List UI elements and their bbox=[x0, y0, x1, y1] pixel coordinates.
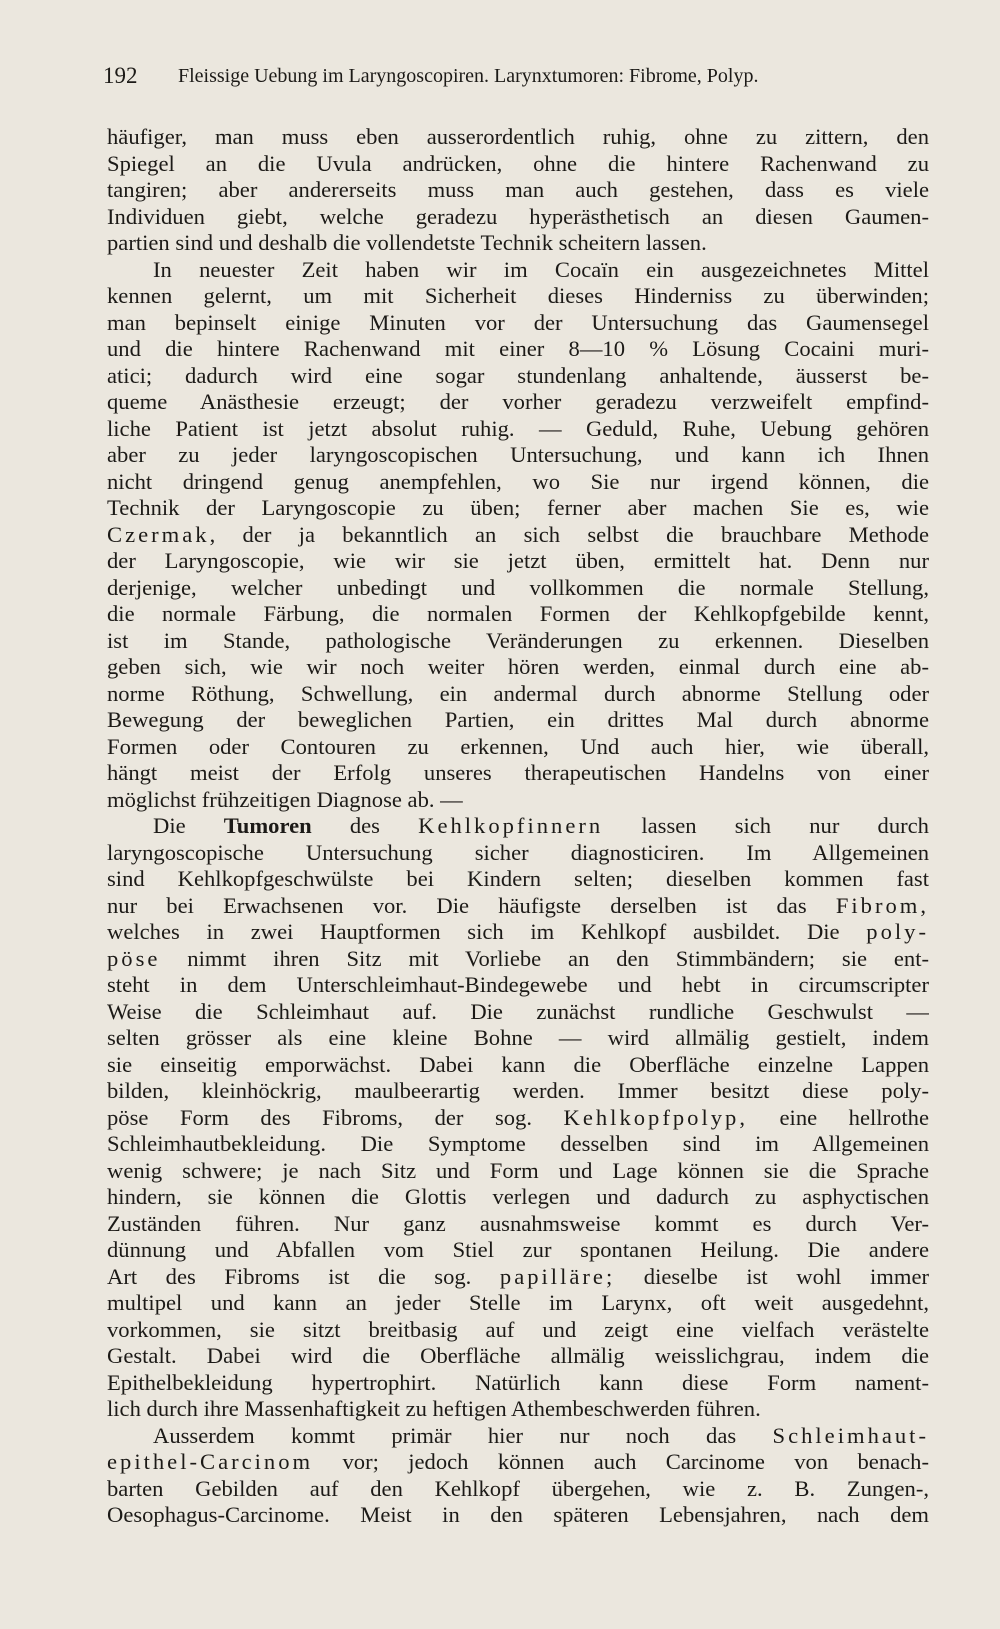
spaced-term: Fibrom, bbox=[835, 892, 929, 918]
text-segment: des bbox=[349, 813, 380, 838]
text-line: partien sind und deshalb die vollendetste Technik scheitern lassen. bbox=[107, 230, 707, 255]
text-line: häufiger, man muss eben ausserordentlich ruhig, ohne zu zittern, den bbox=[107, 124, 929, 149]
text-line: derjenige, welcher unbedingt und vollkommen die normale Stellung, bbox=[107, 574, 929, 600]
text-segment: pöse Form des Fibroms, der sog. bbox=[107, 1104, 532, 1130]
text-line: barten Gebilden auf den Kehlkopf übergehen, wie z. B. Zungen-, bbox=[107, 1475, 929, 1501]
text-line: dünnung und Abfallen vom Stiel zur spontanen Heilung. Die andere bbox=[107, 1237, 929, 1262]
text-line bbox=[107, 893, 929, 920]
spaced-term: epithel-Carcinom bbox=[107, 1449, 314, 1474]
text-segment: , der ja bekanntlich an sich selbst die brauchbare Methode bbox=[209, 521, 929, 547]
text-segment: Ausserdem kommt primär hier nur noch das bbox=[153, 1422, 737, 1448]
text-line bbox=[107, 1423, 929, 1450]
text-segment: lassen sich nur durch bbox=[641, 813, 929, 838]
text-line: der Laryngoscopie, wie wir sie jetzt üben, ermittelt hat. Denn nur bbox=[107, 548, 929, 573]
text-line: man bepinselt einige Minuten vor der Untersuchung das Gaumensegel bbox=[107, 309, 929, 335]
text-line bbox=[107, 1264, 929, 1291]
paragraph-4 bbox=[107, 1423, 929, 1529]
text-line: Zuständen führen. Nur ganz ausnahmsweise kommt es durch Ver- bbox=[107, 1210, 929, 1236]
text-line: aber zu jeder laryngoscopischen Untersuchung, und kann ich Ihnen bbox=[107, 442, 929, 467]
text-segment: welches in zwei Hauptformen sich im Kehlkopf ausbildet. Die bbox=[107, 919, 840, 944]
text-line: Epithelbekleidung hypertrophirt. Natürlich kann diese Form nament- bbox=[107, 1369, 929, 1395]
text-segment: Art des Fibroms ist die sog. bbox=[107, 1263, 472, 1289]
text-line: hängt meist der Erfolg unseres therapeutischen Handelns von einer bbox=[107, 760, 929, 785]
text-line: Gestalt. Dabei wird die Oberfläche allmälig weisslichgrau, indem die bbox=[107, 1343, 929, 1368]
spaced-term: Kehlkopfinnern bbox=[418, 813, 604, 838]
text-line: möglichst frühzeitigen Diagnose ab. — bbox=[107, 786, 463, 812]
text-line bbox=[107, 522, 929, 549]
text-line: nicht dringend genug anempfehlen, wo Sie nur irgend können, die bbox=[107, 468, 929, 494]
text-line: liche Patient ist jetzt absolut ruhig. — Geduld, Ruhe, Uebung gehören bbox=[107, 415, 929, 441]
text-line bbox=[107, 946, 929, 973]
text-line: lich durch ihre Massenhaftigkeit zu heftigen Athembeschwerden führen. bbox=[107, 1396, 761, 1421]
spaced-term: papilläre; bbox=[499, 1263, 616, 1289]
text-line: vorkommen, sie sitzt breitbasig auf und zeigt eine vielfach verästelte bbox=[107, 1316, 929, 1342]
running-title: Fleissige Uebung im Laryngoscopiren. Larynxtumoren: Fibrome, Polyp. bbox=[178, 65, 759, 87]
text-line: tangiren; aber andererseits muss man auch gestehen, dass es viele bbox=[107, 177, 929, 202]
text-line: Technik der Laryngoscopie zu üben; ferner aber machen Sie es, wie bbox=[107, 495, 929, 520]
paragraph-3 bbox=[107, 813, 929, 1423]
spaced-term: pöse bbox=[107, 945, 161, 971]
text-line: Bewegung der beweglichen Partien, ein drittes Mal durch abnorme bbox=[107, 707, 929, 732]
body-text bbox=[107, 124, 929, 1529]
text-segment: vor; jedoch können auch Carcinome von benach- bbox=[342, 1449, 929, 1474]
text-line: laryngoscopische Untersuchung sicher diagnosticiren. Im Allgemeinen bbox=[107, 839, 929, 865]
text-segment: Die bbox=[153, 813, 186, 838]
text-segment: nur bei Erwachsenen vor. Die häufigste derselben ist das bbox=[107, 892, 807, 918]
running-head bbox=[103, 63, 928, 93]
text-line: Schleimhautbekleidung. Die Symptome desselben sind im Allgemeinen bbox=[107, 1131, 929, 1156]
text-line bbox=[107, 1105, 929, 1132]
text-line: steht in dem Unterschleimhaut-Bindegewebe und hebt in circumscripter bbox=[107, 972, 929, 997]
bold-term: Tumoren bbox=[223, 813, 312, 838]
text-segment: dieselbe ist wohl immer bbox=[643, 1263, 929, 1289]
text-line: sind Kehlkopfgeschwülste bei Kindern selten; dieselben kommen fast bbox=[107, 866, 929, 891]
text-line: bilden, kleinhöckrig, maulbeerartig werden. Immer besitzt diese poly- bbox=[107, 1078, 929, 1103]
text-line: geben sich, wie wir noch weiter hören werden, einmal durch eine ab- bbox=[107, 654, 929, 679]
text-line: Oesophagus-Carcinome. Meist in den späteren Lebensjahren, nach dem bbox=[107, 1502, 929, 1527]
paragraph-2 bbox=[107, 257, 929, 814]
text-line: Spiegel an die Uvula andrücken, ohne die hintere Rachenwand zu bbox=[107, 150, 929, 176]
text-line bbox=[107, 919, 929, 946]
text-line: Individuen giebt, welche geradezu hyperästhetisch an diesen Gaumen- bbox=[107, 203, 929, 229]
spaced-term: Kehlkopfpolyp, bbox=[563, 1104, 748, 1130]
text-line bbox=[107, 813, 929, 840]
page-number: 192 bbox=[103, 63, 138, 88]
spaced-term: Schleimhaut- bbox=[772, 1422, 929, 1448]
text-line: sie einseitig emporwächst. Dabei kann die Oberfläche einzelne Lappen bbox=[107, 1051, 929, 1077]
text-line bbox=[107, 1449, 929, 1476]
text-line: selten grösser als eine kleine Bohne — wird allmälig gestielt, indem bbox=[107, 1025, 929, 1050]
text-line: wenig schwere; je nach Sitz und Form und Lage können sie die Sprache bbox=[107, 1157, 929, 1183]
text-line: queme Anästhesie erzeugt; der vorher geradezu verzweifelt empfind- bbox=[107, 389, 929, 414]
text-line: atici; dadurch wird eine sogar stundenlang anhaltende, äusserst be- bbox=[107, 362, 929, 388]
text-segment: eine hellrothe bbox=[779, 1104, 929, 1130]
text-line: Formen oder Contouren zu erkennen, Und auch hier, wie überall, bbox=[107, 733, 929, 759]
text-line: multipel und kann an jeder Stelle im Larynx, oft weit ausgedehnt, bbox=[107, 1290, 929, 1315]
text-line: norme Röthung, Schwellung, ein andermal durch abnorme Stellung oder bbox=[107, 680, 929, 706]
text-line: hindern, sie können die Glottis verlegen und dadurch zu asphyctischen bbox=[107, 1184, 929, 1209]
paragraph-1 bbox=[107, 124, 929, 257]
spaced-term: poly- bbox=[866, 919, 929, 944]
text-line: und die hintere Rachenwand mit einer 8—10 % Lösung Cocaini muri- bbox=[107, 336, 929, 361]
text-line: die normale Färbung, die normalen Formen der Kehlkopfgebilde kennt, bbox=[107, 601, 929, 626]
text-segment: nimmt ihren Sitz mit Vorliebe an den Stimmbändern; sie ent- bbox=[187, 945, 929, 971]
author-name: Czermak bbox=[107, 521, 210, 547]
text-line: kennen gelernt, um mit Sicherheit dieses Hinderniss zu überwinden; bbox=[107, 283, 929, 308]
text-line: ist im Stande, pathologische Veränderungen zu erkennen. Dieselben bbox=[107, 627, 929, 653]
text-line: Weise die Schleimhaut auf. Die zunächst rundliche Geschwulst — bbox=[107, 998, 929, 1024]
text-line: In neuester Zeit haben wir im Cocaïn ein ausgezeichnetes Mittel bbox=[153, 256, 929, 282]
